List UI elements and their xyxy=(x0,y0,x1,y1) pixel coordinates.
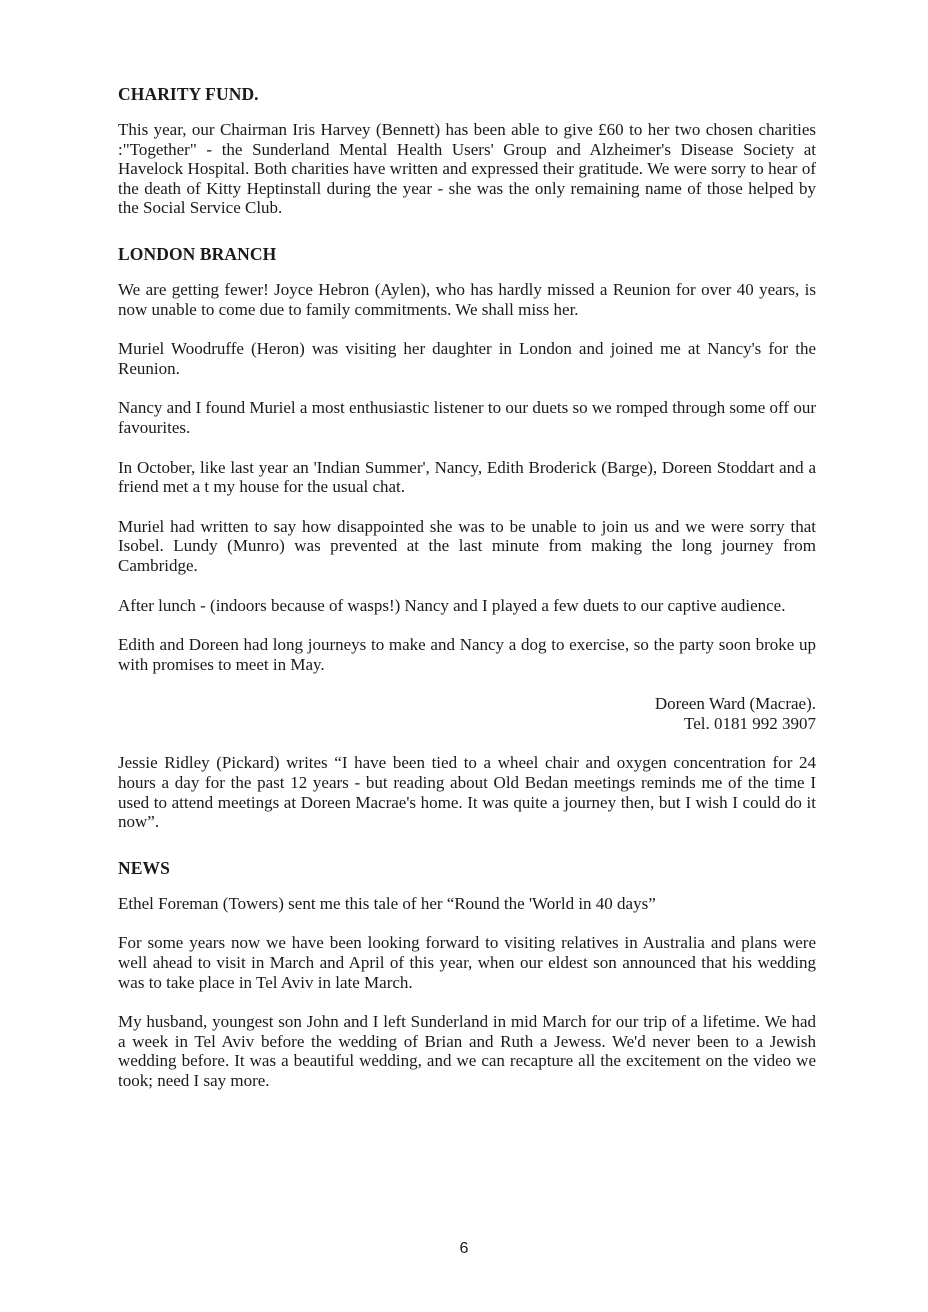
paragraph: My husband, youngest son John and I left Sunderland in mid March for our trip of a lifetime. We had a week in Tel Aviv before the wedding of Brian and Ruth a Jewess. We'd never been to a Jewish wedding before. It was a beautiful wedding, and we can recapture all the excitement on the video we took; need I say more. xyxy=(118,1012,816,1090)
document-page xyxy=(118,84,816,1117)
signature-block xyxy=(118,694,816,733)
section-heading: NEWS xyxy=(118,857,170,878)
paragraph: For some years now we have been looking forward to visiting relatives in Australia and plans were well ahead to visit in March and April of this year, when our eldest son announced that his wedding was to take place in Tel Aviv in late March. xyxy=(118,933,816,992)
paragraph: Nancy and I found Muriel a most enthusiastic listener to our duets so we romped through some off our favourites. xyxy=(118,398,816,437)
paragraph: We are getting fewer! Joyce Hebron (Aylen), who has hardly missed a Reunion for over 40 years, is now unable to come due to family commitments. We shall miss her. xyxy=(118,279,816,319)
paragraph: After lunch - (indoors because of wasps!) Nancy and I played a few duets to our captive audience. xyxy=(118,595,786,615)
charity-fund-section xyxy=(118,84,816,218)
section-heading: CHARITY FUND. xyxy=(118,84,259,104)
news-section xyxy=(118,858,816,1091)
london-branch-section xyxy=(118,244,816,832)
paragraph: Jessie Ridley (Pickard) writes “I have been tied to a wheel chair and oxygen concentration for 24 hours a day for the past 12 years - but reading about Old Bedan meetings reminds me of the time I used to attend meetings at Doreen Macrae's home. It was quite a journey then, but I wish I could do it now”. xyxy=(118,753,816,832)
paragraph: Muriel had written to say how disappointed she was to be unable to join us and we were sorry that Isobel. Lundy (Munro) was prevented at the last minute from making the long journey from Cambridge. xyxy=(118,516,816,575)
paragraph: Muriel Woodruffe (Heron) was visiting her daughter in London and joined me at Nancy's for the Reunion. xyxy=(118,339,816,378)
paragraph: Edith and Doreen had long journeys to make and Nancy a dog to exercise, so the party soon broke up with promises to meet in May. xyxy=(118,635,816,674)
paragraph: This year, our Chairman Iris Harvey (Bennett) has been able to give £60 to her two chosen charities :"Together" - the Sunderland Mental Health Users' Group and Alzheimer's Disease Society at Havelock Hospital. Both charities have written and expressed their gratitude. We were sorry to hear of the death of Kitty Heptinstall during the year - she was the only remaining name of those helped by the Social Service Club. xyxy=(118,120,816,218)
page-number: 6 xyxy=(459,1240,469,1257)
paragraph: Ethel Foreman (Towers) sent me this tale of her “Round the 'World in 40 days” xyxy=(118,893,656,913)
signature-name: Doreen Ward (Macrae). xyxy=(654,694,816,714)
signature-telephone: Tel. 0181 992 3907 xyxy=(684,713,816,733)
paragraph: In October, like last year an 'Indian Summer', Nancy, Edith Broderick (Barge), Doreen Stoddart and a friend met a t my house for the usual chat. xyxy=(118,457,816,497)
section-heading: LONDON BRANCH xyxy=(118,243,277,264)
